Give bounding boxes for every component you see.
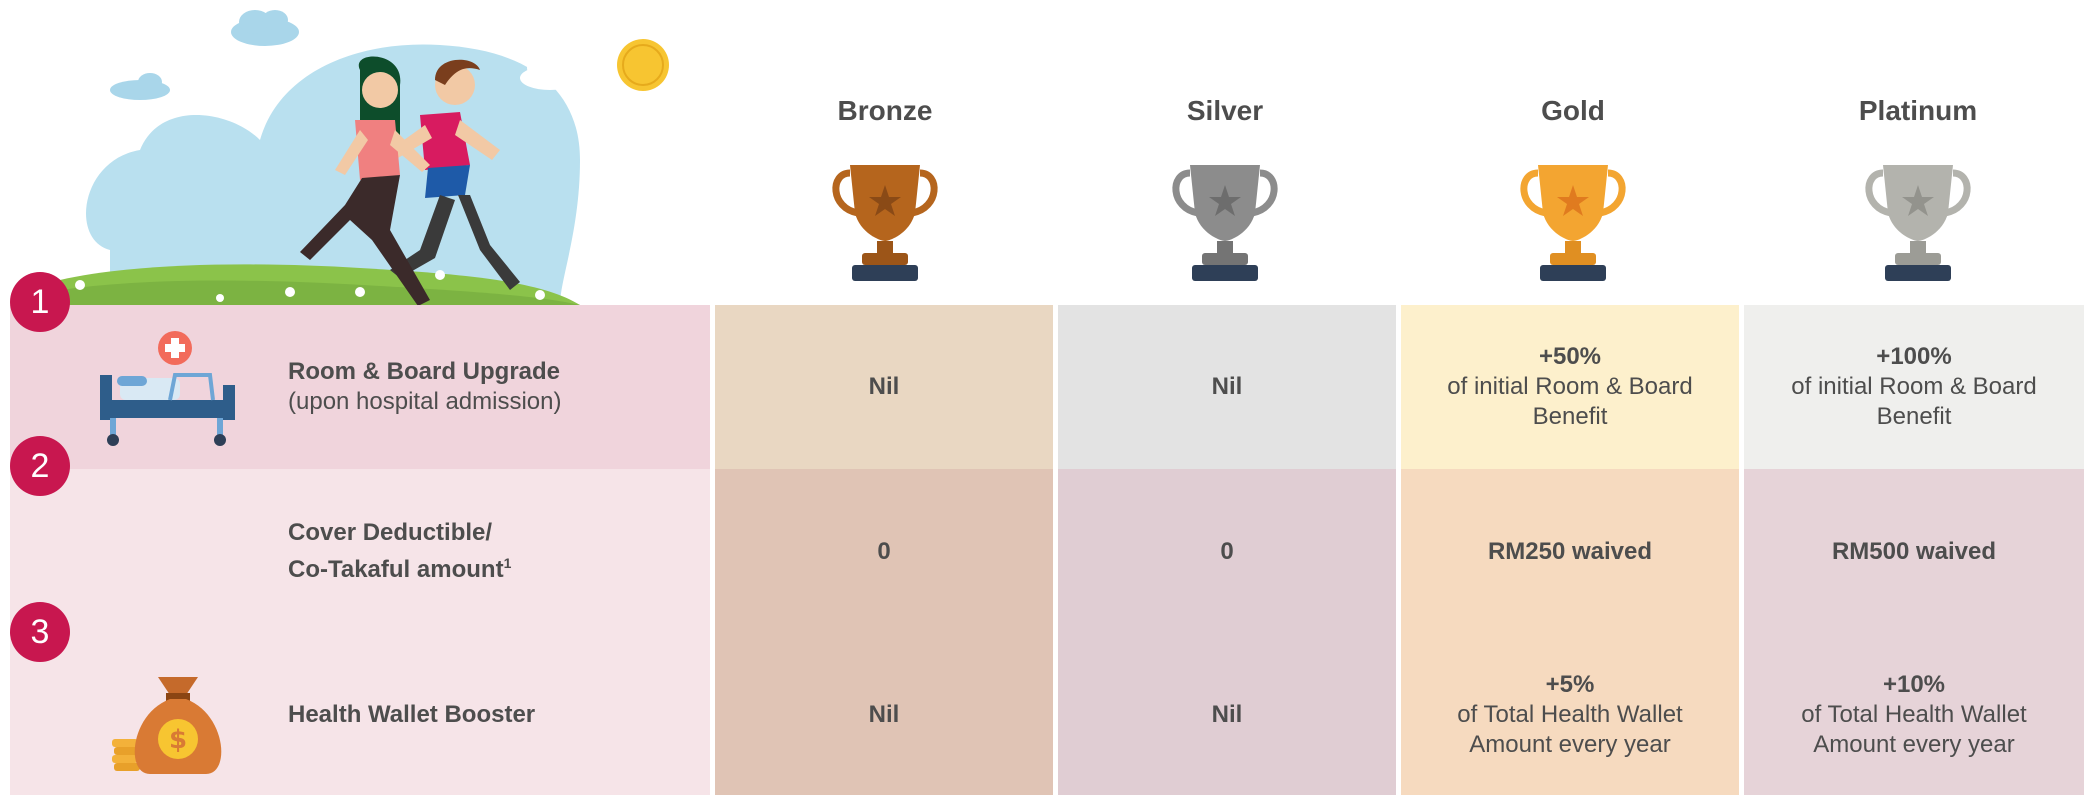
hospital-bed-icon — [95, 330, 245, 450]
bronze-value-cell — [715, 469, 1053, 634]
money-bag-icon — [110, 669, 230, 779]
value-text: of initial Room & Board Benefit — [1447, 373, 1693, 430]
row-label — [288, 634, 535, 795]
value-text: of initial Room & Board Benefit — [1791, 373, 2037, 430]
bronze-value-cell — [715, 634, 1053, 795]
gold-value-cell — [1401, 469, 1739, 634]
row-title-line2 — [288, 548, 511, 585]
value-text: of Total Health Wallet Amount every year — [1801, 700, 2027, 758]
couple-running-illustration — [60, 0, 700, 305]
value-bold: Nil — [868, 700, 900, 728]
row-title: Room & Board Upgrade — [288, 358, 561, 385]
tier-silver — [1055, 95, 1395, 283]
value-bold: Nil — [1211, 373, 1243, 400]
platinum-trophy-icon — [1863, 153, 1973, 283]
silver-trophy-icon — [1170, 153, 1280, 283]
tier-name: Bronze — [837, 95, 933, 126]
value-bold: 0 — [877, 537, 891, 565]
silver-value-cell — [1058, 305, 1396, 469]
row-label — [288, 305, 561, 469]
platinum-value-cell — [1744, 634, 2084, 795]
benefit-row-health-wallet — [10, 634, 2094, 795]
row-number-badge-2: 2 — [10, 436, 70, 496]
gold-value-cell — [1401, 634, 1739, 795]
row-number-badge-3: 3 — [10, 602, 70, 662]
row-title: Cover Deductible/ — [288, 519, 493, 546]
gold-trophy-icon — [1518, 153, 1628, 283]
benefit-row-deductible — [10, 469, 2094, 634]
footnote-marker: 1 — [503, 555, 512, 571]
bronze-value-cell — [715, 305, 1053, 469]
value-bold: 0 — [1220, 537, 1234, 565]
value-text: of Total Health Wallet Amount every year — [1457, 700, 1683, 758]
value-bold: +100% — [1876, 343, 1952, 370]
gold-value-cell — [1401, 305, 1739, 469]
silver-value-cell — [1058, 469, 1396, 634]
platinum-value-cell — [1744, 469, 2084, 634]
row-title: Health Wallet Booster — [288, 700, 536, 728]
value-bold: Nil — [868, 373, 900, 400]
value-bold: RM500 waived — [1831, 537, 1997, 565]
tier-name: Silver — [1186, 95, 1264, 126]
benefit-row-room-board — [10, 305, 2094, 469]
value-bold: RM250 waived — [1487, 537, 1653, 565]
tier-bronze — [715, 95, 1055, 283]
silver-value-cell — [1058, 634, 1396, 795]
tier-gold — [1403, 95, 1743, 283]
platinum-value-cell — [1744, 305, 2084, 469]
row-title-2: Co-Takaful amount — [288, 556, 504, 583]
tier-platinum — [1748, 95, 2088, 283]
value-bold: +10% — [1882, 670, 1946, 698]
row-number-badge-1: 1 — [10, 272, 70, 332]
tier-name: Gold — [1541, 95, 1605, 126]
value-bold: Nil — [1211, 700, 1243, 728]
value-bold: +50% — [1538, 343, 1602, 370]
value-bold: +5% — [1545, 670, 1595, 698]
row-label — [288, 469, 511, 634]
svg-text:$: $ — [168, 725, 188, 755]
tier-name: Platinum — [1858, 95, 1978, 126]
bronze-trophy-icon — [830, 153, 940, 283]
row-subtitle: (upon hospital admission) — [288, 388, 562, 415]
